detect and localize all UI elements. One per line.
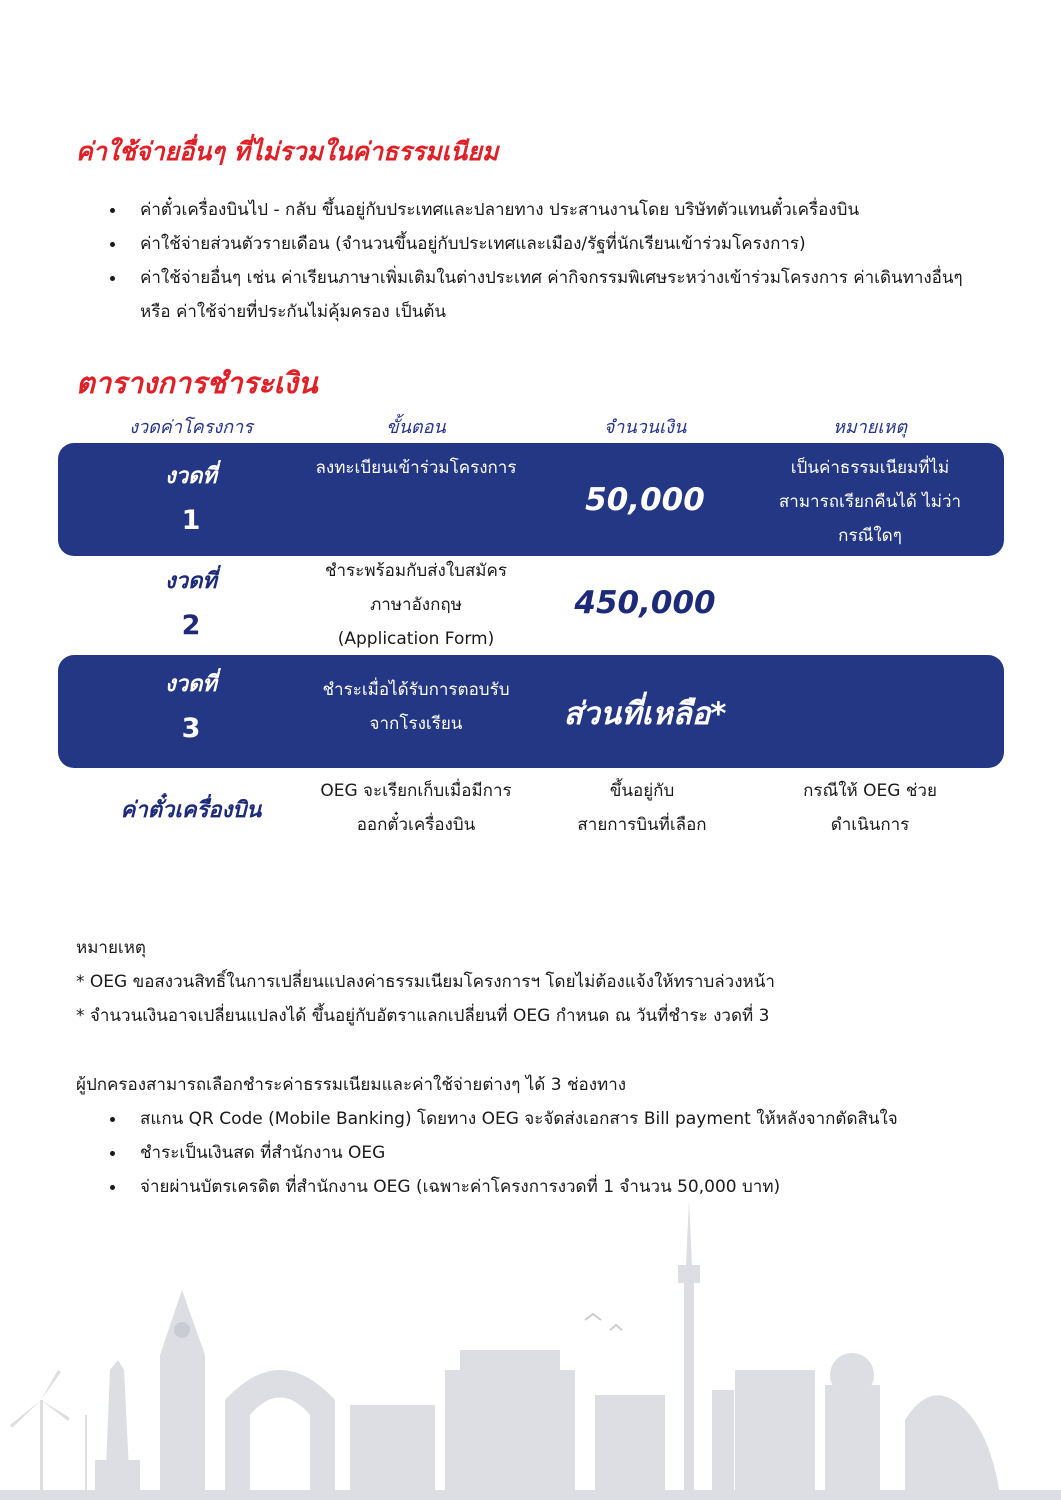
payment-intro: ผู้ปกครองสามารถเลือกชำระค่าธรรมเนียมและค่าใช้จ่ายต่างๆ ได้ 3 ช่องทาง — [76, 1075, 627, 1095]
note-line: ดำเนินการ — [830, 815, 910, 835]
airfare-step — [286, 774, 546, 842]
installment-2-step — [286, 554, 546, 656]
note-line: กรณีให้ OEG ช่วย — [803, 781, 937, 801]
step-line: จากโรงเรียน — [369, 714, 463, 734]
payment-schedule-title: ตารางการชำระเงิน — [76, 366, 318, 400]
step-line: ชำระเมื่อได้รับการตอบรับ — [322, 680, 510, 700]
installment-label: งวดที่ — [165, 464, 217, 489]
airfare-row-label — [96, 792, 286, 827]
column-header-note: หมายเหตุ — [832, 417, 908, 438]
payment-methods-list — [100, 1102, 980, 1204]
installment-1-step — [286, 451, 546, 485]
note-line: กรณีใดๆ — [838, 526, 902, 546]
amount-line: ขึ้นอยู่กับ — [609, 781, 675, 801]
column-header-step: ขั้นตอน — [386, 417, 446, 438]
remark-line: * OEG ขอสงวนสิทธิ์ในการเปลี่ยนแปลงค่าธรรมเนียมโครงการฯ โดยไม่ต้องแจ้งให้ทราบล่วงหน้า — [76, 972, 775, 992]
installment-3-amount: ส่วนที่เหลือ* — [563, 696, 727, 732]
column-header-amount: จำนวนเงิน — [603, 417, 687, 438]
installment-1-note — [750, 451, 990, 553]
remarks-heading: หมายเหตุ — [76, 938, 146, 958]
airfare-amount — [522, 774, 762, 842]
column-header-installment: งวดค่าโครงการ — [129, 417, 253, 438]
note-line: เป็นค่าธรรมเนียมที่ไม่ — [790, 458, 950, 478]
excluded-expenses-list — [100, 193, 980, 329]
amount-line: สายการบินที่เลือก — [577, 815, 707, 835]
installment-number: 3 — [181, 713, 201, 744]
airfare-note — [750, 774, 990, 842]
remark-line: * จำนวนเงินอาจเปลี่ยนแปลงได้ ขึ้นอยู่กับอัตราแลกเปลี่ยนที่ OEG กำหนด ณ วันที่ชำระ งวดที่ 3 — [76, 1006, 770, 1026]
step-line: (Application Form) — [337, 629, 495, 649]
installment-label: งวดที่ — [165, 569, 217, 594]
step-line: OEG จะเรียกเก็บเมื่อมีการ — [320, 781, 512, 801]
list-item: ค่าตั๋วเครื่องบินไป - กลับ ขึ้นอยู่กับประเทศและปลายทาง ประสานงานโดย บริษัทตัวแทนตั๋วเครื่องบิน — [100, 193, 980, 227]
list-item: ชำระเป็นเงินสด ที่สำนักงาน OEG — [100, 1136, 980, 1170]
list-item: สแกน QR Code (Mobile Banking) โดยทาง OEG จะจัดส่งเอกสาร Bill payment ให้หลังจากตัดสินใจ — [100, 1102, 980, 1136]
installment-3-step — [286, 673, 546, 741]
list-item: จ่ายผ่านบัตรเครดิต ที่สำนักงาน OEG (เฉพาะค่าโครงการงวดที่ 1 จำนวน 50,000 บาท) — [100, 1170, 980, 1204]
step-line: ออกตั๋วเครื่องบิน — [356, 815, 476, 835]
step-line: ลงทะเบียนเข้าร่วมโครงการ — [315, 458, 517, 478]
step-line: ภาษาอังกฤษ — [370, 595, 462, 615]
installment-1-amount: 50,000 — [585, 482, 705, 518]
airfare-label: ค่าตั๋วเครื่องบิน — [120, 798, 262, 823]
installment-2-amount: 450,000 — [574, 585, 716, 621]
city-skyline-illustration — [0, 1190, 1061, 1500]
installment-1 — [96, 458, 286, 536]
installment-number: 1 — [181, 505, 201, 536]
list-item: ค่าใช้จ่ายส่วนตัวรายเดือน (จำนวนขึ้นอยู่กับประเทศและเมือง/รัฐที่นักเรียนเข้าร่วมโครงการ) — [100, 227, 980, 261]
installment-3 — [96, 666, 286, 744]
installment-label: งวดที่ — [165, 672, 217, 697]
list-item: ค่าใช้จ่ายอื่นๆ เช่น ค่าเรียนภาษาเพิ่มเติมในต่างประเทศ ค่ากิจกรรมพิเศษระหว่างเข้าร่วมโครงการ ค่าเดินทางอื่นๆ หรือ ค่าใช้จ่ายที่ประกันไม่คุ้มครอง เป็นต้น — [100, 261, 980, 329]
step-line: ชำระพร้อมกับส่งใบสมัคร — [324, 561, 508, 581]
excluded-expenses-title: ค่าใช้จ่ายอื่นๆ ที่ไม่รวมในค่าธรรมเนียม — [76, 137, 499, 166]
installment-2 — [96, 563, 286, 641]
note-line: สามารถเรียกคืนได้ ไม่ว่า — [778, 492, 962, 512]
installment-number: 2 — [181, 610, 201, 641]
